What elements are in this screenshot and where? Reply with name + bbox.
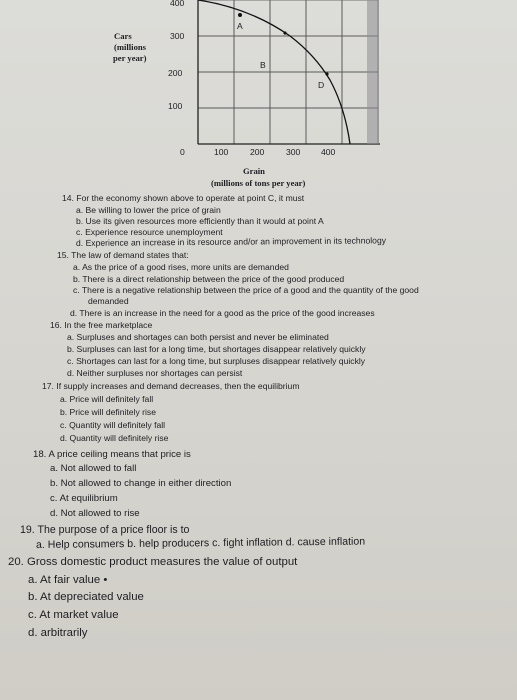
- question-15-stem: 15. The law of demand states that:: [57, 250, 189, 260]
- y-tick-200: 200: [168, 68, 183, 78]
- x-tick-100: 100: [214, 147, 229, 157]
- question-16-option-b: b. Surpluses can last for a long time, but shortages disappear relatively quickly: [67, 344, 366, 354]
- question-15-option-c: c. There is a negative relationship between the price of a good and the quantity of the good: [73, 285, 419, 295]
- point-a-marker: [238, 13, 242, 17]
- point-b-label: B: [260, 60, 266, 70]
- x-axis-subtitle: (millions of tons per year): [211, 178, 306, 188]
- grid-cell: [306, 108, 342, 144]
- question-14-option-c: c. Experience resource unemployment: [76, 227, 223, 237]
- question-15-option-d: d. There is an increase in the need for a good as the price of the good increases: [70, 308, 375, 318]
- question-17-option-d: d. Quantity will definitely rise: [60, 433, 169, 443]
- grid-cell: [306, 72, 342, 108]
- grid-cell: [198, 108, 234, 144]
- question-18-stem: 18. A price ceiling means that price is: [33, 449, 191, 460]
- question-18-option-c: c. At equilibrium: [50, 493, 118, 504]
- question-18-option-d: d. Not allowed to rise: [50, 508, 140, 519]
- x-tick-300: 300: [286, 147, 301, 157]
- point-b-marker: [283, 31, 286, 34]
- grid-cell: [234, 72, 270, 108]
- origin-label: 0: [180, 147, 185, 157]
- y-tick-100: 100: [168, 101, 183, 111]
- edge-strip: [367, 0, 379, 144]
- question-15-option-b: b. There is a direct relationship between the price of the good produced: [73, 274, 345, 284]
- question-17-option-b: b. Price will definitely rise: [60, 407, 156, 417]
- y-axis-title-line3: per year): [113, 53, 147, 63]
- question-17-stem: 17. If supply increases and demand decreases, then the equilibrium: [42, 381, 300, 391]
- grid-cell: [270, 36, 306, 72]
- question-20-option-c: c. At market value: [28, 609, 119, 621]
- y-axis-title-line1: Cars: [114, 31, 132, 41]
- y-tick-300: 300: [170, 31, 185, 41]
- question-16-option-d: d. Neither surpluses nor shortages can persist: [67, 368, 243, 378]
- point-d-marker: [325, 72, 328, 75]
- y-axis-title-line2: (millions: [114, 42, 146, 52]
- grid-cell: [306, 0, 342, 36]
- y-tick-400: 400: [170, 0, 185, 8]
- question-17-option-a: a. Price will definitely fall: [60, 394, 154, 404]
- question-20-option-b: b. At depreciated value: [28, 591, 144, 603]
- grid-cell: [306, 36, 342, 72]
- x-axis-title: Grain: [243, 166, 265, 176]
- question-17-option-c: c. Quantity will definitely fall: [60, 420, 166, 430]
- question-16-option-c: c. Shortages can last for a long time, but surpluses disappear relatively quickly: [67, 356, 366, 366]
- grid-cell: [198, 72, 234, 108]
- question-20-option-d: d. arbitrarily: [28, 627, 88, 639]
- question-20-option-a: a. At fair value •: [28, 574, 108, 586]
- point-d-label: D: [318, 80, 325, 90]
- question-15-option-a: a. As the price of a good rises, more units are demanded: [73, 262, 289, 272]
- grid-cell: [270, 0, 306, 36]
- x-tick-200: 200: [250, 147, 265, 157]
- grid-cell: [270, 108, 306, 144]
- question-14-stem: 14. For the economy shown above to operate at point C, it must: [62, 193, 305, 203]
- grid-cell: [198, 0, 234, 36]
- question-14-option-b: b. Use its given resources more efficiently than it would at point A: [76, 216, 324, 226]
- x-tick-400: 400: [321, 147, 336, 157]
- question-19-options: a. Help consumers b. help producers c. fight inflation d. cause inflation: [35, 535, 366, 551]
- grid-cell: [198, 36, 234, 72]
- question-20-stem: 20. Gross domestic product measures the value of output: [8, 556, 298, 568]
- question-19-stem: 19. The purpose of a price floor is to: [20, 524, 190, 536]
- question-18-option-a: a. Not allowed to fall: [50, 463, 137, 474]
- question-18-option-b: b. Not allowed to change in either direction: [50, 478, 232, 489]
- question-15-option-c-cont: demanded: [88, 296, 129, 306]
- question-14-option-d: d. Experience an increase in its resource and/or an improvement in its technology: [75, 235, 387, 248]
- question-16-stem: 16. In the free marketplace: [50, 320, 153, 330]
- question-14-option-a: a. Be willing to lower the price of grain: [76, 205, 221, 215]
- graph-grid: [198, 0, 378, 144]
- grid-cell: [234, 108, 270, 144]
- question-16-option-a: a. Surpluses and shortages can both persist and never be eliminated: [67, 332, 329, 342]
- point-a-label: A: [237, 21, 243, 31]
- grid-cell: [270, 72, 306, 108]
